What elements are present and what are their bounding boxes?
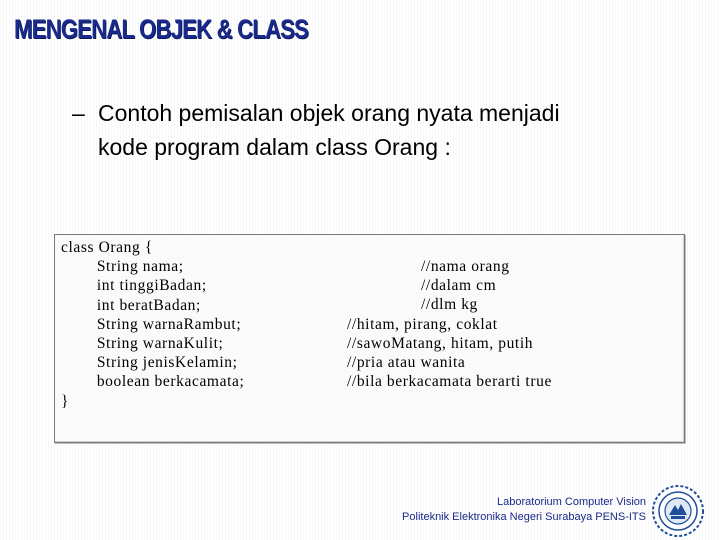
code-decl: int beratBadan; [96, 296, 201, 314]
slide-title: MENGENAL OBJEK & CLASS [14, 14, 309, 44]
bullet-text [72, 96, 692, 164]
institution-seal-icon [651, 484, 705, 538]
code-comment: //pria atau wanita [347, 354, 466, 371]
bullet-line-2: kode program dalam class Orang : [98, 134, 451, 160]
code-comment: //nama orang [421, 258, 510, 275]
code-box [54, 234, 685, 443]
code-decl: int tinggiBadan; [96, 277, 207, 295]
bullet-line-1: Contoh pemisalan objek orang nyata menjadi [98, 100, 560, 126]
code-close: } [61, 392, 70, 410]
code-comment: //hitam, pirang, coklat [347, 316, 498, 333]
code-decl: String nama; [96, 258, 184, 276]
code-comment: //dlm kg [421, 296, 478, 313]
code-decl: String warnaKulit; [96, 335, 224, 353]
footer-line-1: Laboratorium Computer Vision [497, 496, 646, 508]
bullet-dash: – [72, 100, 85, 126]
code-decl: boolean berkacamata; [96, 373, 245, 391]
code-comment: //bila berkacamata berarti true [347, 373, 552, 390]
code-open: class Orang { [61, 239, 153, 256]
footer [402, 495, 646, 525]
code-decl: String jenisKelamin; [96, 354, 238, 372]
code-comment: //sawoMatang, hitam, putih [347, 335, 534, 352]
code-declarations [61, 238, 244, 411]
footer-line-2: Politeknik Elektronika Negeri Surabaya PENS-ITS [402, 511, 646, 523]
code-comment: //dalam cm [421, 277, 497, 294]
code-decl: String warnaRambut; [96, 315, 242, 333]
